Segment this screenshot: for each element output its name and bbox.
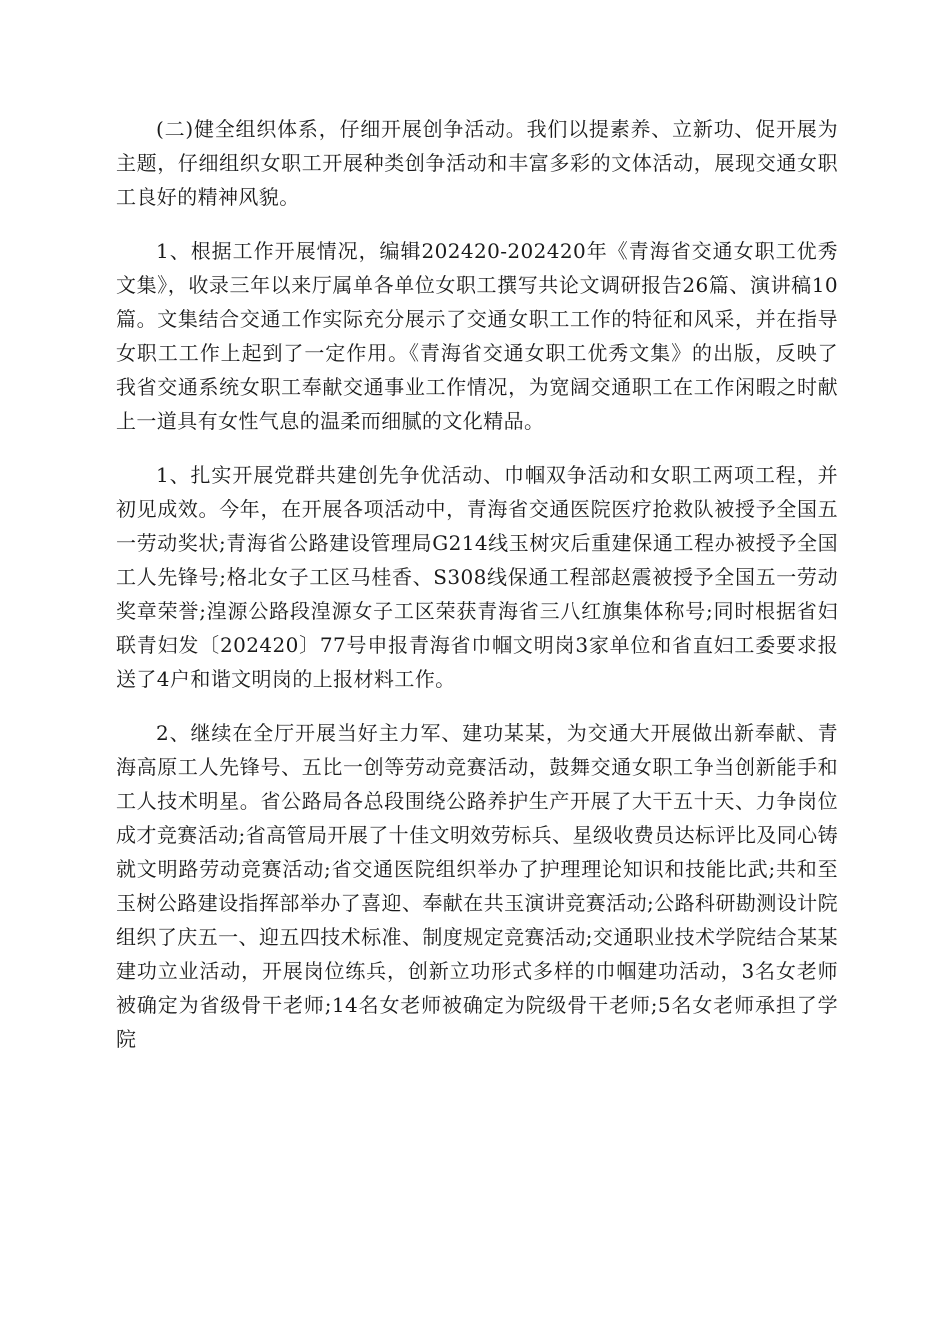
paragraph-organization-system: (二)健全组织体系，仔细开展创争活动。我们以提素养、立新功、促开展为主题，仔细组织女职工开展种类创争活动和丰富多彩的文体活动，展现交通女职工良好的精神风貌。 <box>116 117 838 209</box>
paragraph-anthology: 1、根据工作开展情况，编辑202420-202420年《青海省交通女职工优秀文集》，收录三年以来厅属单各单位女职工撰写共论文调研报告26篇、演讲稿10篇。文集结合交通工作实际充分展示了交通女职工工作的特征和风采，并在指导女职工工作上起到了一定作用。《青海省交通女职工优秀文集》的出版，反映了我省交通系统女职工奉献交通事业工作情况，为宽阔交通职工在工作闲暇之时献上一道具有女性气息的温柔而细腻的文化精品。 <box>116 239 838 433</box>
paragraph-labor-competitions: 2、继续在全厅开展当好主力军、建功某某，为交通大开展做出新奉献、青海高原工人先锋号、五比一创等劳动竞赛活动，鼓舞交通女职工争当创新能手和工人技术明星。省公路局各总段围绕公路养护生产开展了大干五十天、力争岗位成才竞赛活动;省高管局开展了十佳文明效劳标兵、星级收费员达标评比及同心铸就文明路劳动竞赛活动;省交通医院组织举办了护理理论知识和技能比武;共和至玉树公路建设指挥部举办了喜迎、奉献在共玉演讲竞赛活动;公路科研勘测设计院组织了庆五一、迎五四技术标准、制度规定竞赛活动;交通职业技术学院结合某某建功立业活动，开展岗位练兵，创新立功形式多样的巾帼建功活动，3名女老师被确定为省级骨干老师;14名女老师被确定为院级骨干老师;5名女老师承担了学院 <box>116 721 838 1051</box>
document-body <box>116 112 838 1076</box>
paragraph-party-group-activities: 1、扎实开展党群共建创先争优活动、巾帼双争活动和女职工两项工程，并初见成效。今年，在开展各项活动中，青海省交通医院医疗抢救队被授予全国五一劳动奖状;青海省公路建设管理局G214线玉树灾后重建保通工程办被授予全国工人先锋号;格北女子工区马桂香、S308线保通工程部赵震被授予全国五一劳动奖章荣誉;湟源公路段湟源女子工区荣获青海省三八红旗集体称号;同时根据省妇联青妇发〔202420〕77号申报青海省巾帼文明岗3家单位和省直妇工委要求报送了4户和谐文明岗的上报材料工作。 <box>116 463 838 691</box>
